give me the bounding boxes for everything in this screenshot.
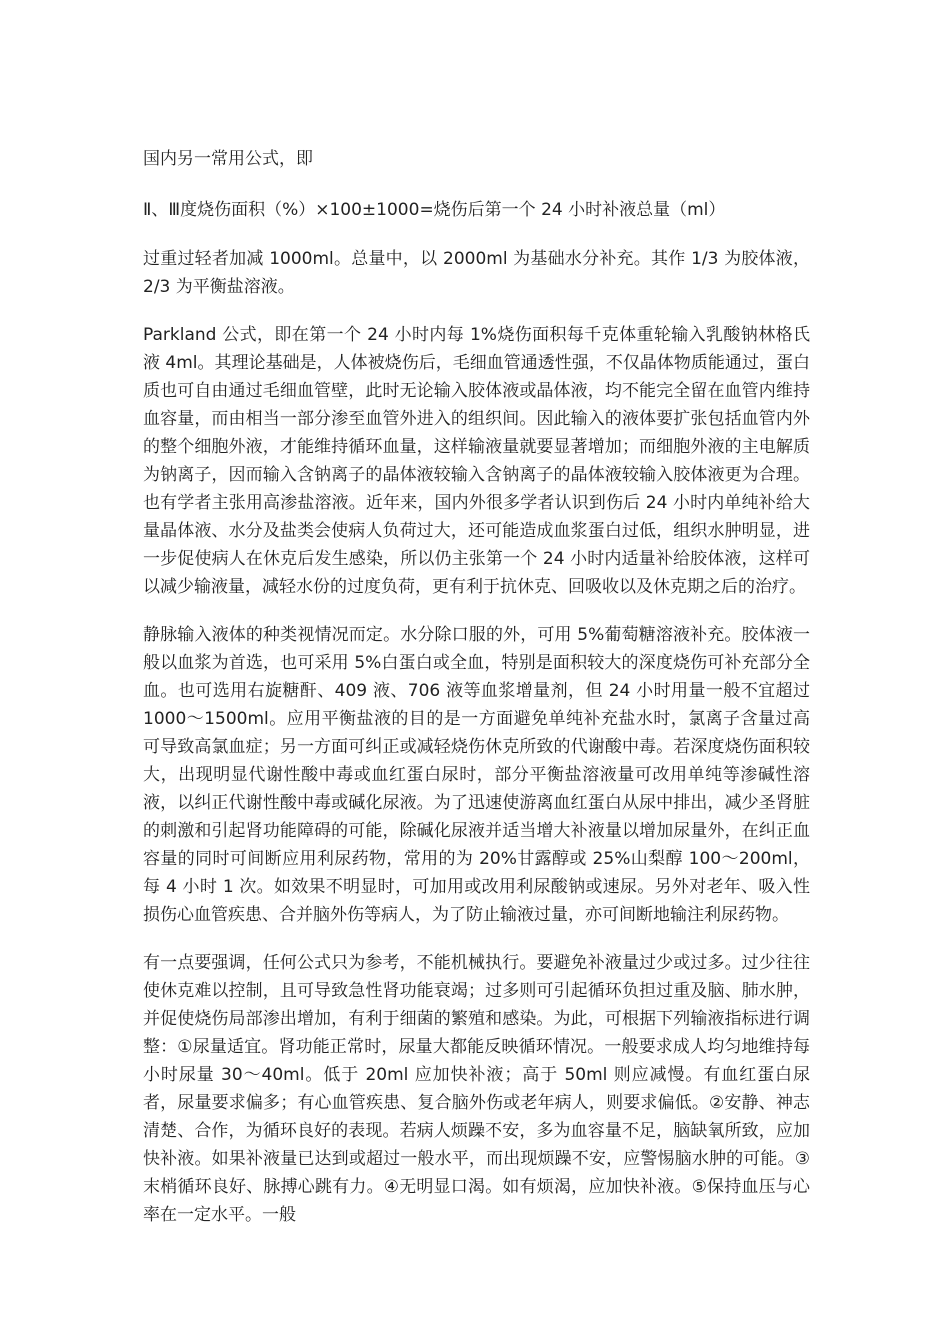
parkland-paragraph: Parkland 公式，即在第一个 24 小时内每 1%烧伤面积每千克体重轮输入乳酸钠林格氏液 4ml。其理论基础是，人体被烧伤后，毛细血管通透性强，不仅晶体物质能通过，蛋白质也可自由通过毛细血管壁，此时无论输入胶体液或晶体液，均不能完全留在血管内维持血容量，而由相当一部分渗至血管外进入的组织间。因此输入的液体要扩张包括血管内外的整个细胞外液，才能维持循环血量，这样输液量就要显著增加；而细胞外液的主电解质为钠离子，因而输入含钠离子的晶体液较输入含钠离子的晶体液较输入胶体液更为合理。也有学者主张用高渗盐溶液。近年来，国内外很多学者认识到伤后 24 小时内单纯补给大量晶体液、水分及盐类会使病人负荷过大，还可能造成血浆蛋白过低，组织水肿明显，进一步促使病人在休克后发生感染，所以仍主张第一个 24 小时内适量补给胶体液，这样可以减少输液量，减轻水份的过度负荷，更有利于抗休克、回吸收以及休克期之后的治疗。 <box>143 325 810 597</box>
document-page <box>143 145 810 1249</box>
adjustment-paragraph: 有一点要强调，任何公式只为参考，不能机械执行。要避免补液量过少或过多。过少往往使休克难以控制，且可导致急性肾功能衰竭；过多则可引起循环负担过重及脑、肺水肿，并促使烧伤局部渗出增加，有利于细菌的繁殖和感染。为此，可根据下列输液指标进行调整：①尿量适宜。肾功能正常时，尿量大都能反映循环情况。一般要求成人均匀地维持每小时尿量 30～40ml。低于 20ml 应加快补液；高于 50ml 则应减慢。有血红蛋白尿者，尿量要求偏多；有心血管疾患、复合脑外伤或老年病人，则要求偏低。②安静、神志清楚、合作，为循环良好的表现。若病人烦躁不安，多为血容量不足，脑缺氧所致，应加快补液。如果补液量已达到或超过一般水平，而出现烦躁不安，应警惕脑水肿的可能。③末梢循环良好、脉搏心跳有力。④无明显口渴。如有烦渴，应加快补液。⑤保持血压与心率在一定水平。一般 <box>143 953 810 1225</box>
formula-paragraph: Ⅱ、Ⅲ度烧伤面积（%）×100±1000=烧伤后第一个 24 小时补液总量（ml） <box>143 200 726 220</box>
fluid-types-paragraph: 静脉输入液体的种类视情况而定。水分除口服的外，可用 5%葡萄糖溶液补充。胶体液一般以血浆为首选，也可采用 5%白蛋白或全血，特别是面积较大的深度烧伤可补充部分全血。也可选用右旋糖酐、409 液、706 液等血浆增量剂，但 24 小时用量一般不宜超过 1000～1500ml。应用平衡盐液的目的是一方面避免单纯补充盐水时，氯离子含量过高可导致高氯血症；另一方面可纠正或减轻烧伤休克所致的代谢酸中毒。若深度烧伤面积较大，出现明显代谢性酸中毒或血红蛋白尿时，部分平衡盐溶液量可改用单纯等渗碱性溶液，以纠正代谢性酸中毒或碱化尿液。为了迅速使游离血红蛋白从尿中排出，减少圣肾脏的刺激和引起肾功能障碍的可能，除碱化尿液并适当增大补液量以增加尿量外，在纠正血容量的同时可间断应用利尿药物，常用的为 20%甘露醇或 25%山梨醇 100～200ml，每 4 小时 1 次。如效果不明显时，可加用或改用利尿酸钠或速尿。另外对老年、吸入性损伤心血管疾患、合并脑外伤等病人，为了防止输液过量，亦可间断地输注利尿药物。 <box>143 625 810 925</box>
intro-paragraph: 国内另一常用公式，即 <box>143 149 313 169</box>
total-volume-paragraph: 过重过轻者加减 1000ml。总量中，以 2000ml 为基础水分补充。其作 1/3 为胶体液，2/3 为平衡盐溶液。 <box>143 249 810 297</box>
